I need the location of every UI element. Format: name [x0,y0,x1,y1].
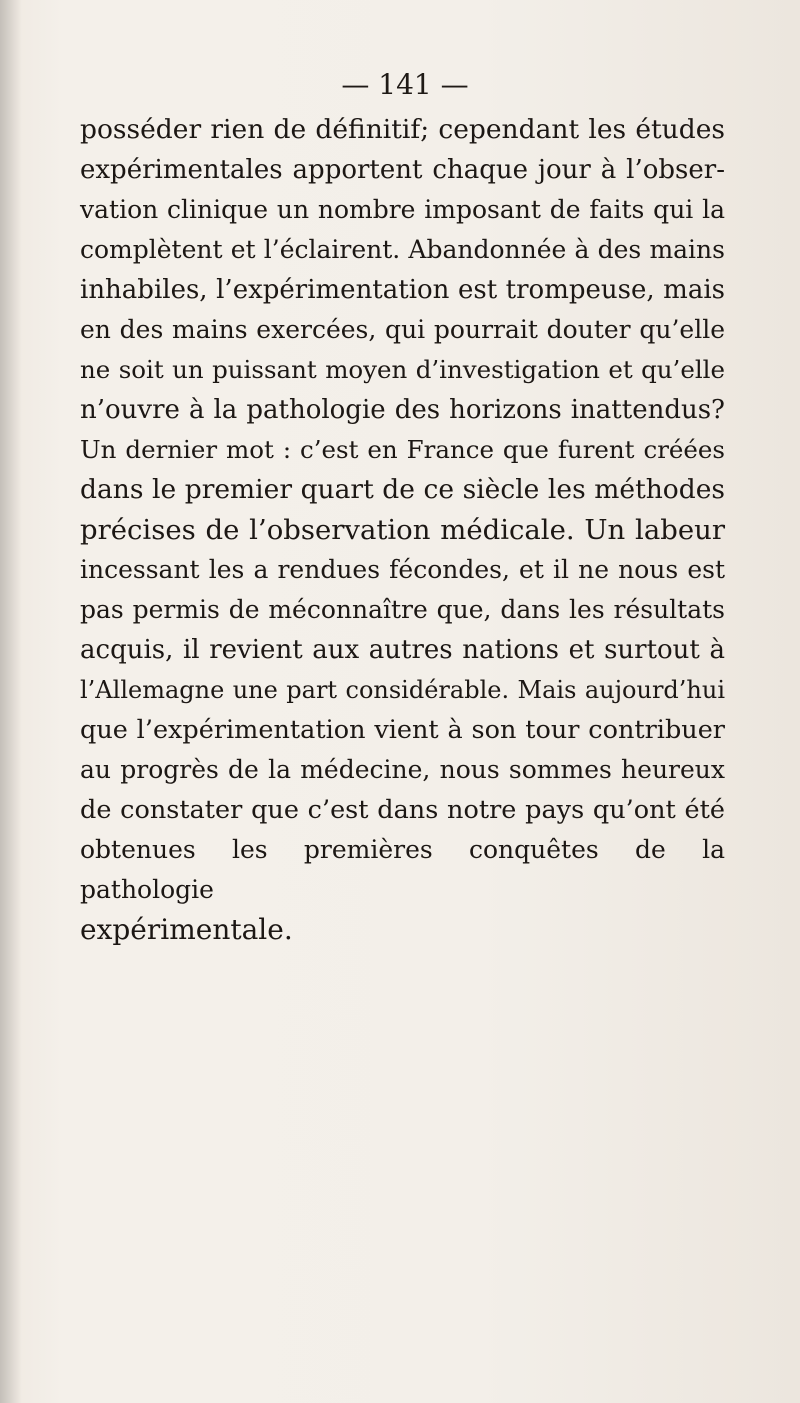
page-gutter-shadow [0,0,22,1403]
text-line: incessant les a rendues fécondes, et il ne nous est [80,555,725,584]
text-line: Un dernier mot : c’est en France que furent créées [80,435,725,464]
text-line: vation clinique un nombre imposant de faits qui la [80,195,725,224]
text-line: complètent et l’éclairent. Abandonnée à des mains [80,235,725,264]
text-line: en des mains exercées, qui pourrait douter qu’elle [80,315,725,344]
text-line: pas permis de méconnaître que, dans les résultats [80,595,725,624]
text-line: précises de l’observation médicale. Un labeur [80,514,725,546]
text-line: dans le premier quart de ce siècle les méthodes [80,474,725,505]
text-line: obtenues les premières conquêtes de la pathologie [80,835,725,904]
page-number: — 141 — [341,68,469,101]
text-line-last: expérimentale. [80,913,293,946]
text-line: au progrès de la médecine, nous sommes heureux [80,755,725,784]
text-line: expérimentales apportent chaque jour à l’obser- [80,155,725,185]
text-line: acquis, il revient aux autres nations et surtout à [80,635,725,665]
text-line: ne soit un puissant moyen d’investigation et qu’elle [80,355,725,384]
text-line: n’ouvre à la pathologie des horizons inattendus? [80,395,725,425]
text-line: inhabiles, l’expérimentation est trompeuse, mais [80,275,725,305]
text-line: que l’expérimentation vient à son tour contribuer [80,715,725,745]
text-line: posséder rien de définitif; cependant les études [80,114,725,145]
text-line: de constater que c’est dans notre pays qu’ont été [80,795,725,825]
text-line: l’Allemagne une part considérable. Mais aujourd’hui [80,676,725,704]
body-text [80,110,725,950]
